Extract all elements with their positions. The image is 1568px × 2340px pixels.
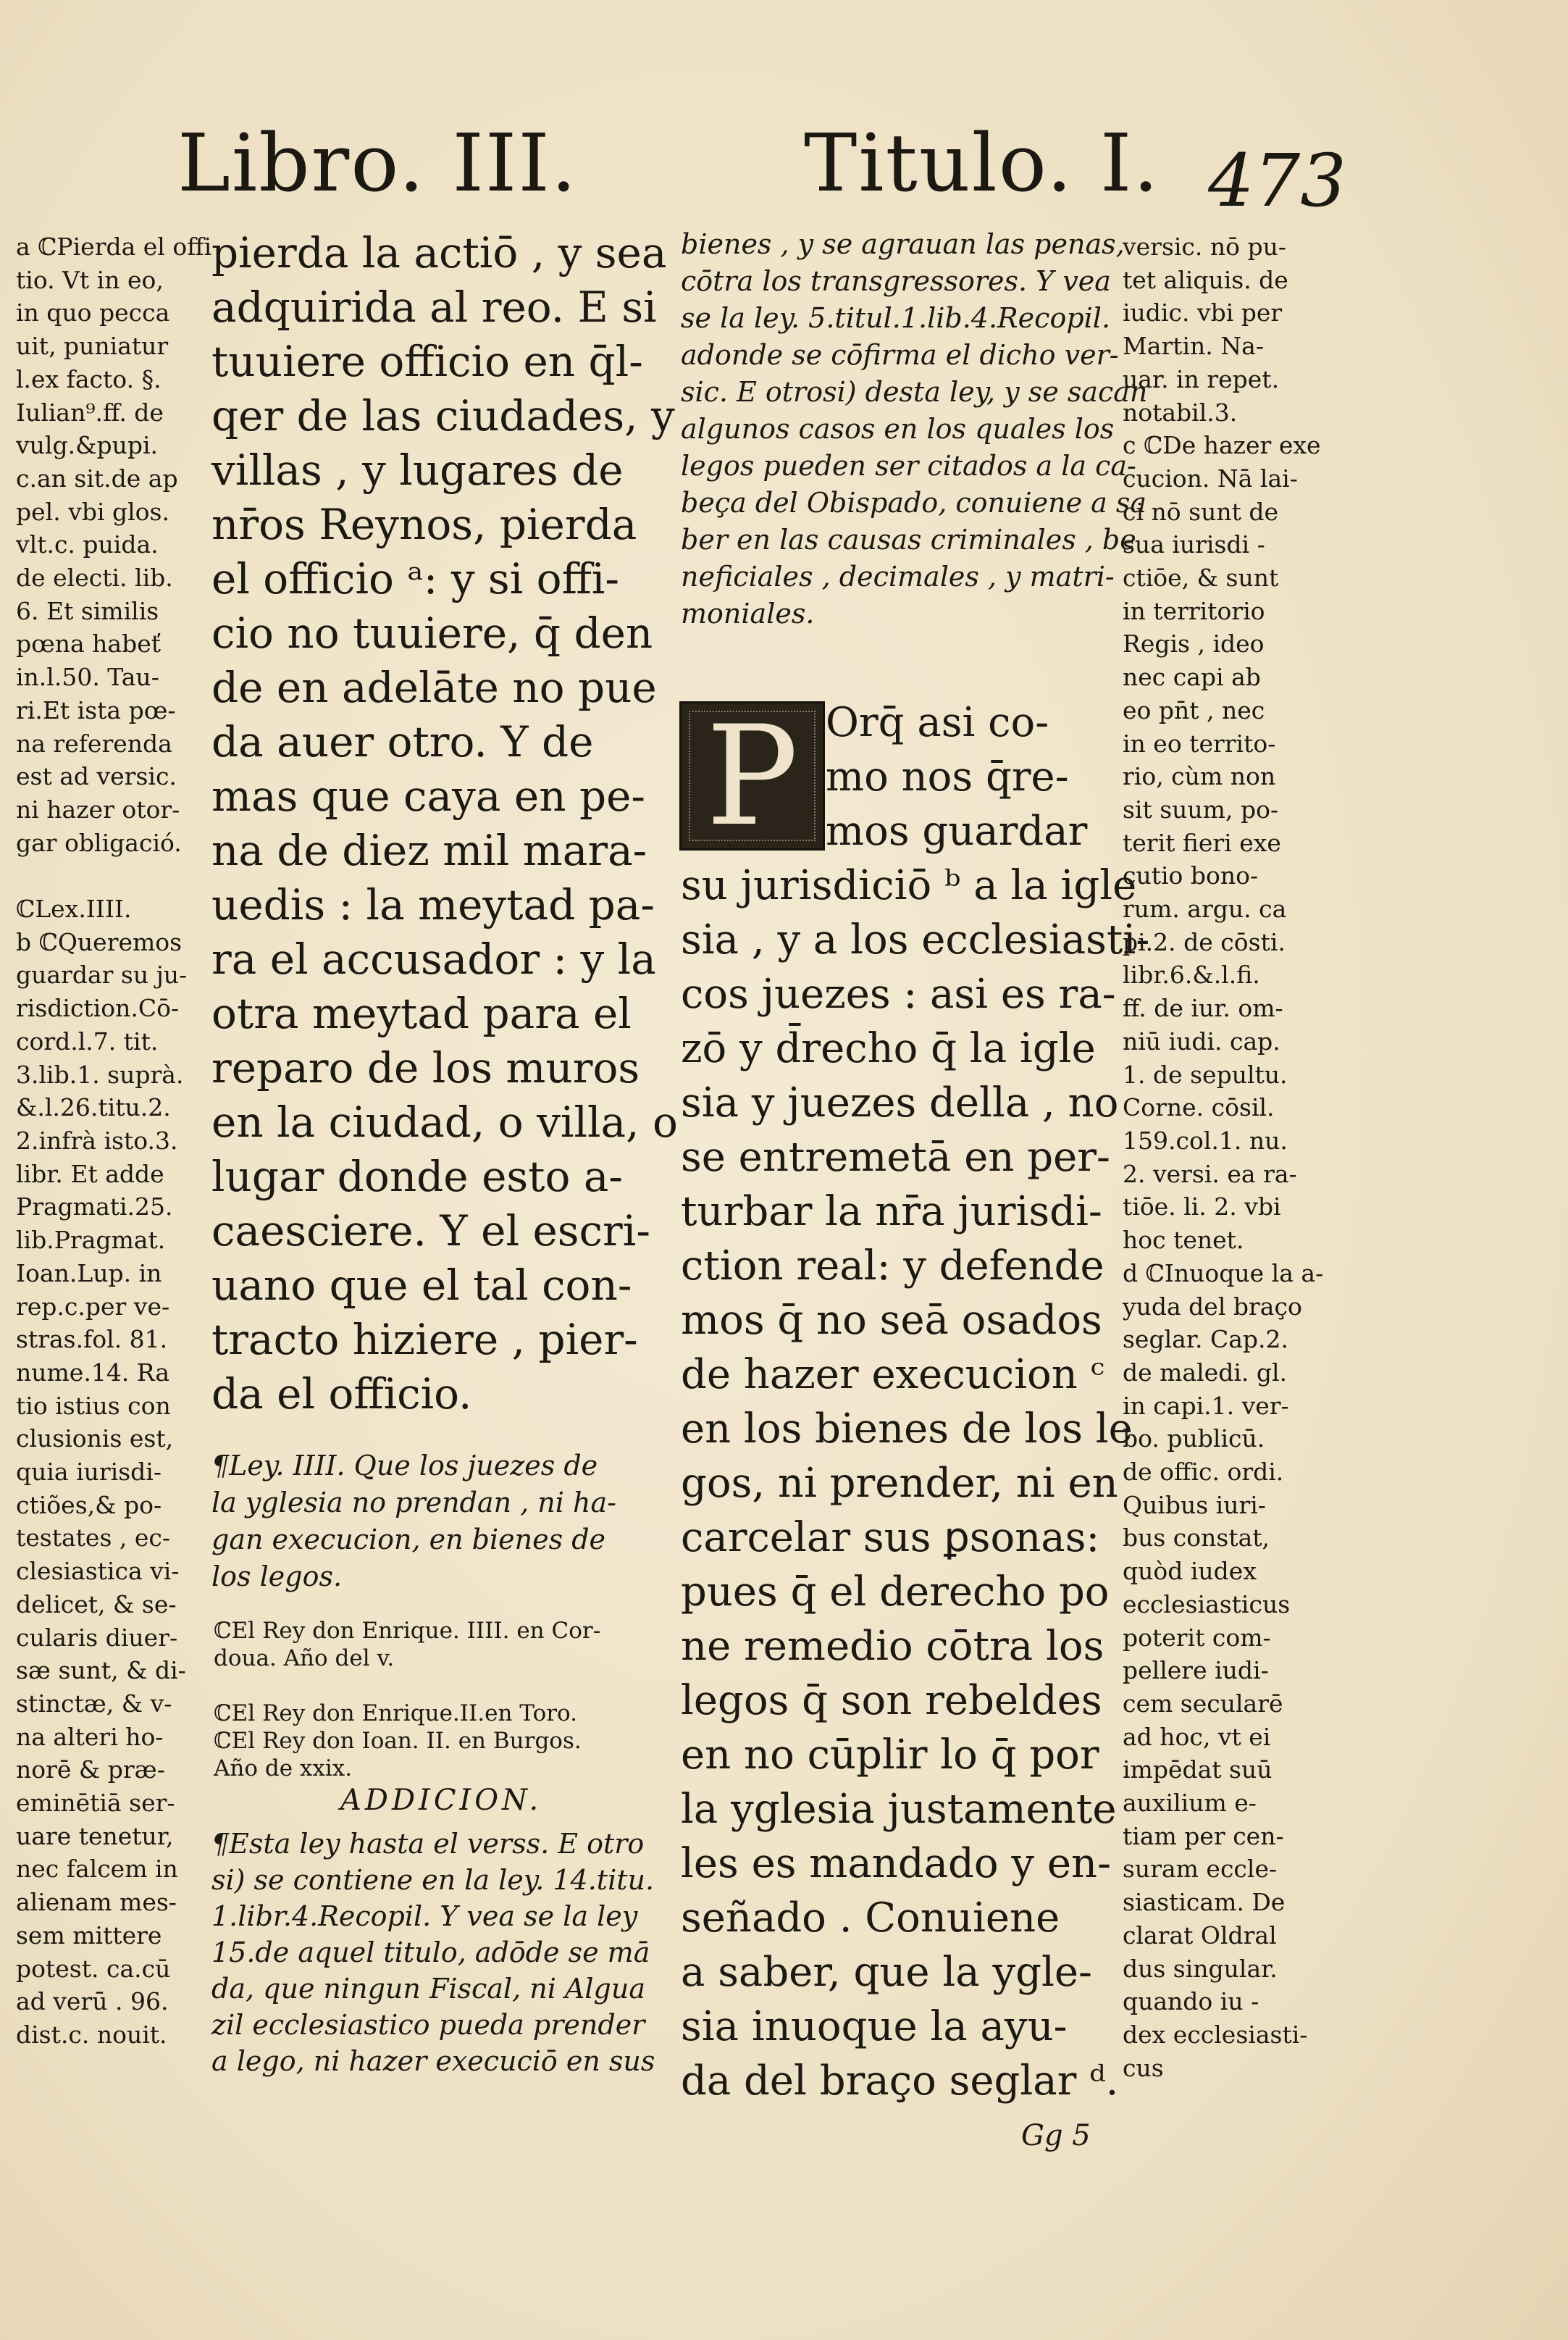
margin-note-line: b ℂQueremos <box>16 927 183 956</box>
text-line: a saber, que la ygle- <box>681 1949 1092 1996</box>
source-line: doua. Año del v. <box>214 1645 395 1671</box>
text-line: sia inuoque la ayu- <box>681 2003 1068 2050</box>
margin-note-line: impēdat suū <box>1123 1755 1273 1784</box>
margin-note-line: dist.c. nouit. <box>16 2020 167 2049</box>
addicion-line: ¶Esta ley hasta el verss. E otro <box>211 1828 645 1860</box>
text-line: da el officio. <box>211 1369 472 1418</box>
text-line: ra el accusador : y la <box>211 935 656 984</box>
source-line: Año de xxix. <box>214 1755 353 1781</box>
margin-note-line: rep.c.per ve- <box>16 1292 170 1321</box>
text-line: legos q̄ son rebeldes <box>681 1677 1102 1724</box>
text-line: caesciere. Y el escri- <box>211 1206 650 1255</box>
margin-note-line: risdiction.Cō- <box>16 994 180 1023</box>
text-line: en la ciudad, o villa, o <box>211 1098 678 1147</box>
text-line: su jurisdiciō ᵇ a la igle <box>681 862 1137 909</box>
margin-note-line: guardar su ju- <box>16 961 188 990</box>
gloss-line: se la ley. 5.titul.1.lib.4.Recopil. <box>681 302 1111 334</box>
addicion-text <box>211 1826 655 2079</box>
gloss-line: ber en las causas criminales , be <box>681 524 1136 556</box>
margin-note-line: vlt.c. puida. <box>16 530 159 559</box>
margin-note-line: in eo territo- <box>1123 729 1276 758</box>
text-line: mo nos q̄re- <box>826 753 1069 801</box>
text-line: da del braço seglar ᵈ. <box>681 2057 1119 2105</box>
margin-note-line: clesiastica vi- <box>16 1557 180 1586</box>
gloss-line: algunos casos en los quales los <box>681 413 1115 445</box>
margin-note-line: cem secularē <box>1123 1689 1283 1718</box>
margin-note-line: 3.lib.1. suprà. <box>16 1060 184 1089</box>
text-line: en no cūplir lo q̄ por <box>681 1731 1099 1779</box>
margin-note-line: in quo pecca <box>16 298 170 327</box>
text-line: de en adelāte no pue <box>211 663 657 712</box>
margin-note-line: 1. de sepultu. <box>1123 1060 1288 1089</box>
margin-note-line: norē & præ- <box>16 1755 165 1784</box>
margin-note-line: notabil.3. <box>1123 398 1238 427</box>
margin-note-line: rum. argu. ca <box>1123 895 1287 924</box>
margin-note-line: eminētiā ser- <box>16 1789 175 1818</box>
gloss-line: cōtra los transgressores. Y vea <box>681 265 1111 297</box>
margin-note-line: tet aliquis. de <box>1123 265 1288 294</box>
margin-note-line: Regis , ideo <box>1123 630 1265 659</box>
margin-note-line: cus <box>1123 2053 1164 2082</box>
margin-note-line: terit fieri exe <box>1123 828 1281 857</box>
text-line: adquirida al reo. E si <box>211 283 657 332</box>
margin-note-line: quòd iudex <box>1123 1557 1257 1586</box>
margin-note-line: niū iudi. cap. <box>1123 1027 1280 1056</box>
margin-note-line: lib.Pragmat. <box>16 1226 166 1255</box>
source-line: ℂEl Rey don Enrique. IIII. en Cor- <box>214 1618 601 1644</box>
text-line: uano que el tal con- <box>211 1261 632 1310</box>
law-heading-line: gan execucion, en bienes de <box>211 1524 606 1555</box>
margin-note-line: delicet, & se- <box>16 1589 177 1618</box>
signature-mark: Gg 5 <box>1021 2119 1091 2152</box>
margin-note-line: a ℂPierda el offi <box>16 233 212 261</box>
margin-note-line: poterit com- <box>1123 1623 1271 1652</box>
margin-note-line: Iulian⁹.ff. de <box>16 398 164 427</box>
main-text-left-column <box>211 226 678 1421</box>
margin-note-line: vulg.&pupi. <box>16 431 158 460</box>
margin-note-line: quia iurisdi- <box>16 1458 162 1487</box>
margin-note-line: cularis diuer- <box>16 1623 178 1652</box>
margin-note-line: na alteri ho- <box>16 1722 164 1751</box>
margin-note-line: bo. publicū. <box>1123 1424 1265 1453</box>
margin-note-line: stras.fol. 81. <box>16 1325 168 1354</box>
margin-note-line: nec capi ab <box>1123 663 1261 692</box>
margin-note-line: in territorio <box>1123 596 1265 625</box>
margin-note-line: siasticam. De <box>1123 1888 1286 1917</box>
margin-note-line: gar obligació. <box>16 828 182 857</box>
gloss-line: neficiales , decimales , y matri- <box>681 561 1115 593</box>
law-heading-line: los legos. <box>211 1560 343 1592</box>
margin-note-line: 6. Et similis <box>16 596 159 625</box>
gloss-top-right <box>681 226 1148 632</box>
text-line: lugar donde esto a- <box>211 1152 623 1201</box>
text-line: carcelar sus ꝑsonas: <box>681 1514 1100 1561</box>
margin-note-line: ni hazer otor- <box>16 795 180 824</box>
text-line: ne remedio cōtra los <box>681 1623 1104 1670</box>
margin-note-line: d ℂInuoque la a- <box>1123 1258 1324 1287</box>
margin-note-line: tio. Vt in eo, <box>16 265 164 294</box>
text-line: otra meytad para el <box>211 989 632 1038</box>
margin-note-line: pellere iudi- <box>1123 1656 1269 1685</box>
text-line: turbar la nr̄a jurisdi- <box>681 1188 1102 1235</box>
royal-sources <box>214 1617 634 1782</box>
margin-note-line: tiam per cen- <box>1123 1821 1284 1850</box>
margin-note-line: ℂLex.IIII. <box>16 895 132 924</box>
text-line: les es mandado y en- <box>681 1840 1111 1887</box>
law-heading-line: la yglesia no prendan , ni ha- <box>211 1487 616 1518</box>
text-line: la yglesia justamente <box>681 1786 1117 1833</box>
gloss-line: adonde se cōfirma el dicho ver- <box>681 339 1119 371</box>
initial-letter: P <box>705 695 799 856</box>
margin-note-line: cutio bono- <box>1123 861 1259 890</box>
margin-note-line: eo pn̄t , nec <box>1123 695 1265 724</box>
margin-note-line: ad hoc, vt ei <box>1123 1722 1271 1751</box>
text-line: da auer otro. Y de <box>211 717 594 766</box>
margin-note-line: sit suum, po- <box>1123 795 1279 824</box>
margin-note-line: uar. in repet. <box>1123 364 1280 393</box>
margin-note-line: de offic. ordi. <box>1123 1458 1284 1487</box>
margin-note-line: testates , ec- <box>16 1524 171 1553</box>
text-line: gos, ni prender, ni en <box>681 1460 1118 1507</box>
margin-note-line: versic. nō pu- <box>1123 233 1287 261</box>
margin-note-line: suram eccle- <box>1123 1855 1278 1884</box>
margin-note-line: ad verū . 96. <box>16 1987 169 2016</box>
margin-note-line: ctiōe, & sunt <box>1123 564 1279 593</box>
margin-note-line: l.ex facto. §. <box>16 364 162 393</box>
gloss-line: legos pueden ser citados a la ca- <box>681 450 1136 482</box>
margin-note-line: ci nō sunt de <box>1123 497 1278 526</box>
text-line: Orq̄ asi co- <box>826 699 1049 746</box>
margin-note-line: libr. Et adde <box>16 1159 164 1188</box>
margin-note-line: yuda del braço <box>1123 1292 1302 1321</box>
addicion-line: 15.de aquel titulo, adōde se mā <box>211 1936 650 1968</box>
margin-note-line: dus singular. <box>1123 1954 1278 1983</box>
margin-note-line: pi.2. de cōsti. <box>1123 927 1286 956</box>
margin-note-line: seglar. Cap.2. <box>1123 1325 1288 1354</box>
addicion-line: da, que ningun Fiscal, ni Algua <box>211 1973 645 2005</box>
margin-note-line: in.l.50. Tau- <box>16 663 159 692</box>
addicion-line: si) se contiene en la ley. 14.titu. <box>211 1864 655 1896</box>
margin-note-line: uare tenetur, <box>16 1821 174 1850</box>
text-line: ction real: y defende <box>681 1242 1104 1290</box>
opening-lines <box>826 695 1101 858</box>
text-line: villas , y lugares de <box>211 446 624 495</box>
source-line: ℂEl Rey don Ioan. II. en Burgos. <box>214 1728 582 1754</box>
margin-note-line: libr.6.&.l.fi. <box>1123 961 1260 990</box>
margin-note-line: de maledi. gl. <box>1123 1358 1288 1387</box>
text-line: se entremetā en per- <box>681 1134 1110 1181</box>
source-line: ℂEl Rey don Enrique.II.en Toro. <box>214 1700 578 1726</box>
text-line: zō y d̄recho q̄ la igle <box>681 1025 1096 1072</box>
text-line: uedis : la meytad pa- <box>211 880 655 929</box>
margin-note-line: Pragmati.25. <box>16 1192 173 1221</box>
margin-note-line: &.l.26.titu.2. <box>16 1093 171 1122</box>
text-line: el officio ᵃ: y si offi- <box>211 554 619 603</box>
text-line: tuuiere officio en q̄l- <box>211 337 643 386</box>
margin-note-line: alienam mes- <box>16 1888 177 1917</box>
text-line: cos juezes : asi es ra- <box>681 971 1116 1018</box>
margin-note-line <box>16 859 217 893</box>
addicion-line: zil ecclesiastico pueda prender <box>211 2009 645 2041</box>
gloss-line: beça del Obispado, conuiene a sa <box>681 487 1147 519</box>
text-line: tracto hiziere , pier- <box>211 1315 638 1364</box>
margin-note-line: Ioan.Lup. in <box>16 1258 162 1287</box>
margin-note-line: ff. de iur. om- <box>1123 994 1283 1023</box>
text-line: en los bienes de los le <box>681 1405 1133 1453</box>
margin-note-line: ctiões,& po- <box>16 1490 162 1519</box>
margin-note-line: tiōe. li. 2. vbi <box>1123 1192 1281 1221</box>
margin-note-line: pœna habeť <box>16 630 162 659</box>
text-line: mos guardar <box>826 808 1088 855</box>
margin-note-line: potest. ca.cū <box>16 1954 171 1983</box>
margin-note-line: pel. vbi glos. <box>16 497 169 526</box>
margin-note-line: cord.l.7. tit. <box>16 1027 159 1056</box>
margin-note-line: Quibus iuri- <box>1123 1490 1266 1519</box>
margin-note-line: est ad versic. <box>16 762 177 791</box>
gloss-line: bienes , y se agrauan las penas, <box>681 228 1125 260</box>
margin-note-line: c ℂDe hazer exe <box>1123 431 1321 460</box>
margin-note-line: sua iurisdi - <box>1123 530 1265 559</box>
margin-note-line: uit, puniatur <box>16 332 169 361</box>
text-line: na de diez mil mara- <box>211 826 647 875</box>
addicion-line: a lego, ni hazer execuciō en sus <box>211 2045 655 2077</box>
text-line: nr̄os Reynos, pierda <box>211 500 637 549</box>
margin-note-line: in capi.1. ver- <box>1123 1391 1289 1420</box>
margin-note-line: stinctæ, & v- <box>16 1689 172 1718</box>
running-head-title: Titulo. I. <box>804 117 1160 209</box>
source-line <box>214 1672 634 1700</box>
gloss-line: moniales. <box>681 598 815 630</box>
margin-note-line: Martin. Na- <box>1123 332 1264 361</box>
margin-note-line: dex ecclesiasti- <box>1123 2020 1308 2049</box>
margin-note-line: 2.infrà isto.3. <box>16 1126 178 1155</box>
margin-note-line: bus constat, <box>1123 1524 1270 1553</box>
text-line: pues q̄ el derecho po <box>681 1568 1110 1616</box>
text-line: reparo de los muros <box>211 1043 640 1092</box>
text-line: mas que caya en pe- <box>211 772 646 821</box>
margin-note-line: cucion. Nā lai- <box>1123 464 1298 493</box>
text-line: cio no tuuiere, q̄ den <box>211 609 653 658</box>
margin-note-line: 2. versi. ea ra- <box>1123 1159 1297 1188</box>
margin-note-line: auxilium e- <box>1123 1789 1257 1818</box>
margin-note-line: rio, cùm non <box>1123 762 1276 791</box>
margin-note-line: nec falcem in <box>16 1855 178 1884</box>
margin-note-line: c.an sit.de ap <box>16 464 178 493</box>
decorated-initial <box>679 695 825 856</box>
left-margin-notes <box>16 230 217 2052</box>
margin-note-line: hoc tenet. <box>1123 1226 1244 1255</box>
addicion-title: ADDICION. <box>340 1784 542 1817</box>
text-line: qer de las ciudades, y <box>211 391 675 440</box>
margin-note-line: sæ sunt, & di- <box>16 1656 186 1685</box>
margin-note-line: clusionis est, <box>16 1424 174 1453</box>
running-head-book: Libro. III. <box>177 117 578 209</box>
text-line: mos q̄ no seā osados <box>681 1297 1102 1344</box>
law-heading <box>211 1447 632 1595</box>
margin-note-line: tio istius con <box>16 1391 171 1420</box>
text-line: sia y juezes della , no <box>681 1079 1119 1127</box>
law-heading-line: ¶Ley. IIII. Que los juezes de <box>211 1450 598 1482</box>
text-line: sia , y a los ecclesiasti- <box>681 916 1150 964</box>
addicion-line: 1.libr.4.Recopil. Y vea se la ley <box>211 1900 638 1932</box>
text-line: señado . Conuiene <box>681 1894 1060 1942</box>
margin-note-line: na referenda <box>16 729 172 758</box>
margin-note-line: sem mittere <box>16 1921 162 1950</box>
margin-note-line: clarat Oldral <box>1123 1921 1277 1950</box>
text-line: de hazer execucion ᶜ <box>681 1351 1104 1398</box>
margin-note-line: de electi. lib. <box>16 564 173 593</box>
page-number: 473 <box>1208 138 1346 223</box>
margin-note-line: nume.14. Ra <box>16 1358 170 1387</box>
margin-note-line: iudic. vbi per <box>1123 298 1283 327</box>
text-line: pierda la actiō , y sea <box>211 228 667 277</box>
margin-note-line: 159.col.1. nu. <box>1123 1126 1288 1155</box>
margin-note-line: ecclesiasticus <box>1123 1589 1291 1618</box>
right-margin-notes <box>1123 230 1340 2084</box>
margin-note-line: Corne. cōsil. <box>1123 1093 1275 1122</box>
margin-note-line: ri.Et ista pœ- <box>16 695 176 724</box>
gloss-line: sic. E otrosi) desta ley, y se sacan <box>681 376 1148 408</box>
margin-note-line: quando iu - <box>1123 1987 1259 2016</box>
